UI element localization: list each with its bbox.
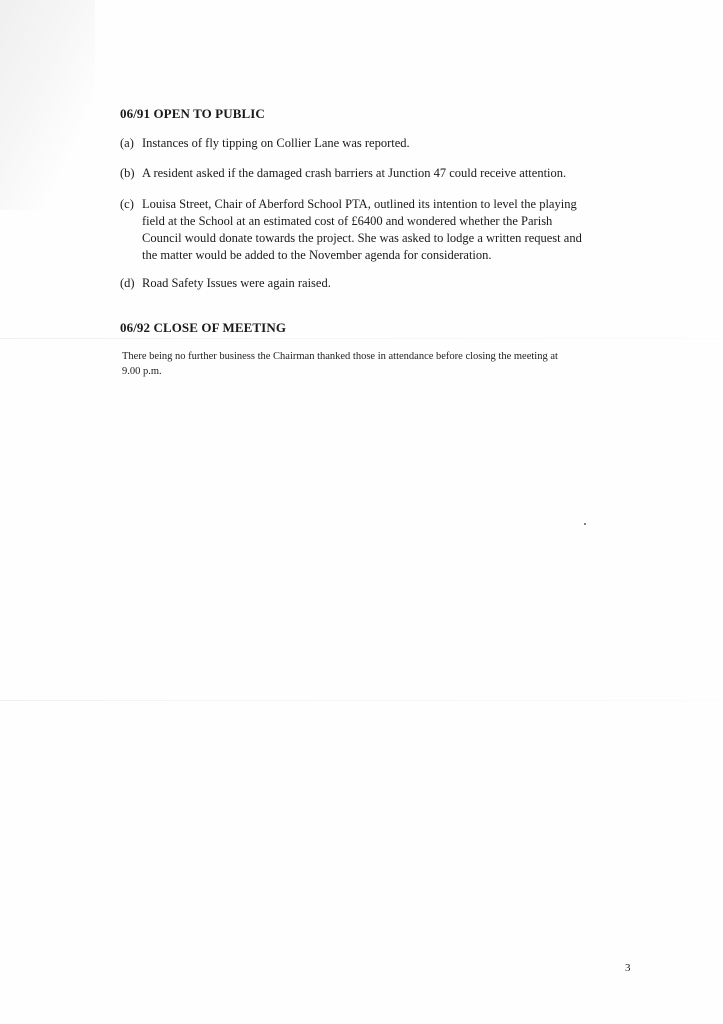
item-text-block: [142, 196, 627, 264]
list-item-b: [120, 165, 640, 182]
item-text: Instances of fly tipping on Collier Lane was reported.: [142, 136, 410, 150]
item-text-line: the matter would be added to the November agenda for consideration.: [142, 248, 492, 262]
scan-speck: [584, 523, 586, 525]
scan-shadow: [0, 0, 95, 210]
list-item-c: [120, 196, 640, 266]
list-item-a: [120, 135, 640, 152]
section-heading-open-to-public: 06/91 OPEN TO PUBLIC: [120, 106, 265, 121]
item-marker: (c): [120, 197, 134, 211]
item-text-line: field at the School at an estimated cost of £6400 and wondered whether the Parish: [142, 214, 553, 228]
item-marker: (a): [120, 136, 134, 150]
page-number: 3: [625, 962, 631, 974]
fold-crease: [0, 700, 723, 701]
closing-line: There being no further business the Chairman thanked those in attendance before closing the meeting at: [122, 351, 558, 362]
section-heading-close-of-meeting: 06/92 CLOSE OF MEETING: [120, 320, 287, 335]
item-marker: (b): [120, 166, 135, 180]
item-marker: (d): [120, 276, 135, 290]
closing-paragraph: [122, 349, 642, 379]
item-text-line: Louisa Street, Chair of Aberford School PTA, outlined its intention to level the playing: [142, 197, 577, 211]
closing-line: 9.00 p.m.: [122, 366, 162, 377]
item-text: Road Safety Issues were again raised.: [142, 276, 331, 290]
fold-crease: [0, 338, 723, 339]
item-text-line: Council would donate towards the project. She was asked to lodge a written request and: [142, 231, 582, 245]
item-text: A resident asked if the damaged crash barriers at Junction 47 could receive attention.: [142, 166, 567, 180]
list-item-d: [120, 275, 640, 292]
